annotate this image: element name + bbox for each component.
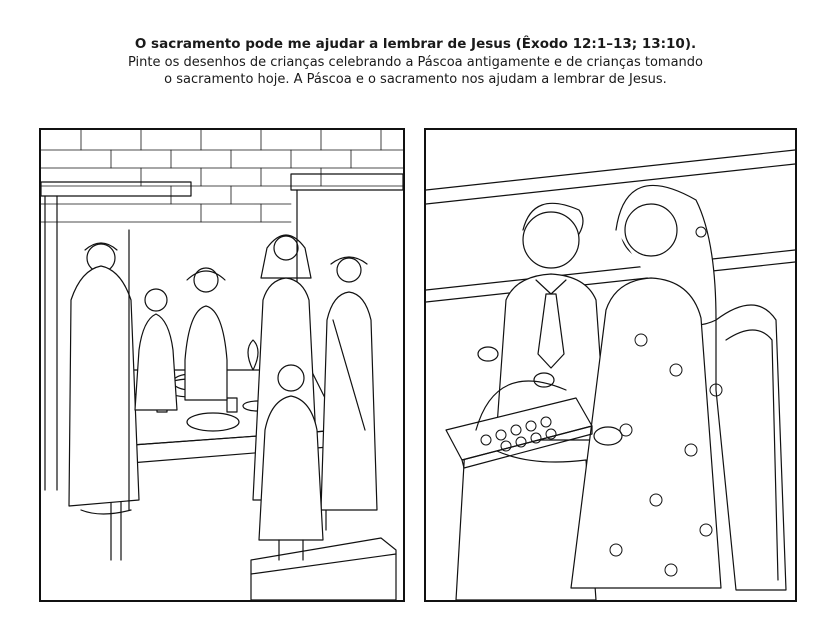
instructions-line-2: o sacramento hoje. A Páscoa e o sacramento nos ajudam a lembrar de Jesus. (164, 71, 667, 87)
passover-illustration (39, 128, 405, 602)
instructions-text (0, 55, 831, 88)
page-title: O sacramento pode me ajudar a lembrar de Jesus (Êxodo 12:1–13; 13:10). (134, 36, 697, 52)
sacrament-illustration (424, 128, 797, 602)
instructions-line-1: Pinte os desenhos de crianças celebrando a Páscoa antigamente e de crianças tomando (128, 55, 703, 70)
